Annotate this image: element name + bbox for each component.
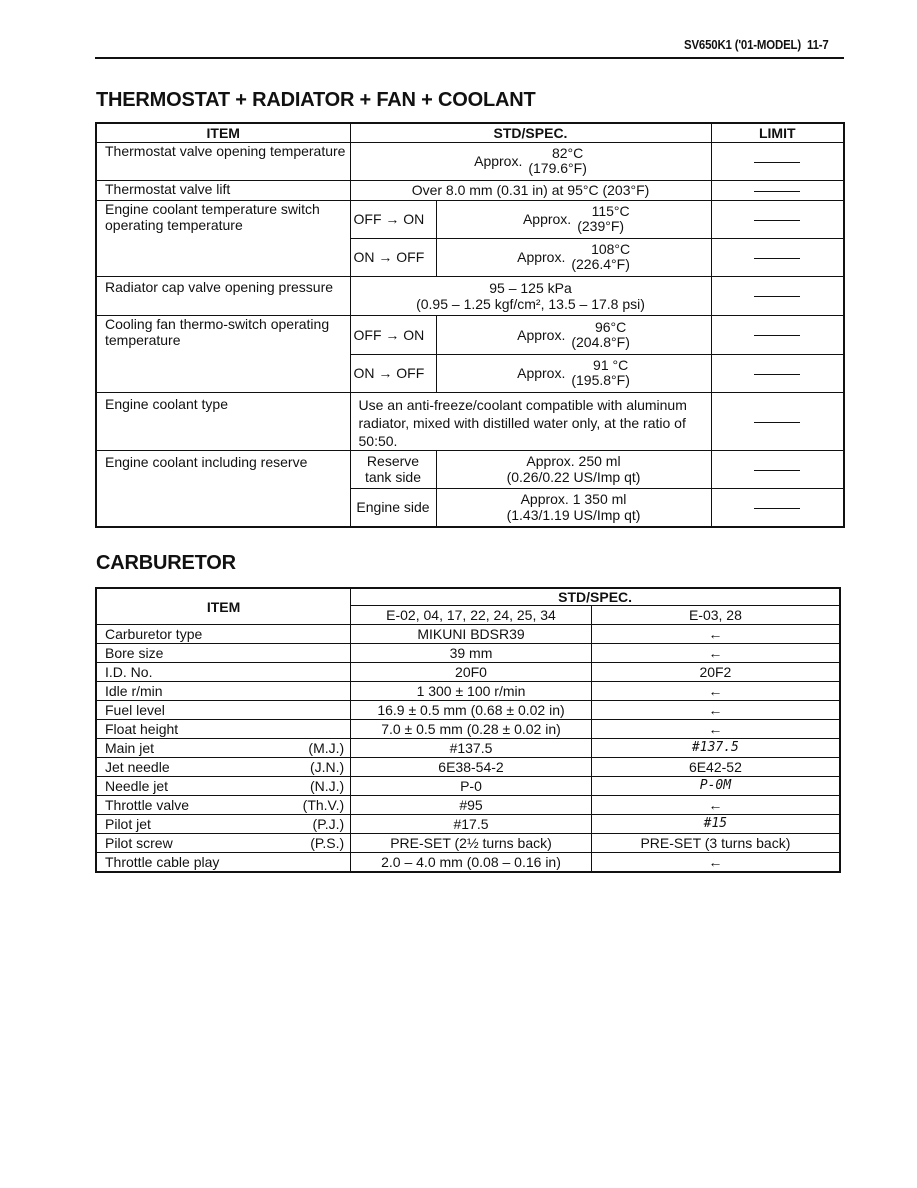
limit-dash bbox=[754, 470, 800, 471]
item-cell bbox=[96, 625, 351, 644]
std-spec-cell: PRE-SET (2½ turns back) bbox=[351, 834, 592, 853]
std-spec-cell: 7.0 ± 0.5 mm (0.28 ± 0.02 in) bbox=[351, 720, 592, 739]
item-label: Carburetor type bbox=[105, 626, 203, 642]
limit-cell bbox=[711, 200, 844, 238]
table-row bbox=[96, 450, 844, 488]
spec-cell bbox=[436, 200, 711, 238]
limit-dash bbox=[754, 220, 800, 221]
item-cell: Cooling fan thermo-switch operating temperature bbox=[96, 315, 350, 392]
approx-label: Approx. bbox=[522, 211, 572, 227]
item-cell: Thermostat valve opening temperature bbox=[96, 142, 350, 180]
item-cell bbox=[96, 739, 351, 758]
switch-direction: ON → OFF bbox=[350, 354, 436, 392]
item-code: (P.S.) bbox=[310, 835, 345, 851]
thermostat-spec-table bbox=[95, 122, 845, 528]
table-row bbox=[96, 682, 840, 701]
page-header bbox=[684, 37, 829, 52]
spec-line: 95 – 125 kPa bbox=[489, 279, 572, 296]
alt-spec-cell: PRE-SET (3 turns back) bbox=[591, 834, 840, 853]
table-row bbox=[96, 758, 840, 777]
item-cell bbox=[96, 720, 351, 739]
col-spec: STD/SPEC. bbox=[351, 588, 840, 606]
section-title-thermostat: THERMOSTAT + RADIATOR + FAN + COOLANT bbox=[96, 89, 536, 111]
item-cell bbox=[96, 682, 351, 701]
spec-line: (0.26/0.22 US/Imp qt) bbox=[506, 469, 641, 485]
table-header-row bbox=[96, 588, 840, 606]
alt-spec-cell: ← bbox=[591, 853, 840, 873]
item-label: Pilot screw bbox=[105, 835, 173, 851]
item-cell bbox=[96, 853, 351, 873]
std-spec-cell: MIKUNI BDSR39 bbox=[351, 625, 592, 644]
alt-spec-cell: ← bbox=[591, 682, 840, 701]
item-label: Throttle valve bbox=[105, 797, 190, 813]
spec-line: Approx. 250 ml bbox=[526, 453, 621, 469]
std-spec-cell: 2.0 – 4.0 mm (0.08 – 0.16 in) bbox=[351, 853, 592, 873]
std-spec-cell: 39 mm bbox=[351, 644, 592, 663]
reserve-label: Reserve tank side bbox=[350, 450, 436, 488]
alt-spec-cell: #137.5 bbox=[591, 739, 840, 758]
spec-cell: Over 8.0 mm (0.31 in) at 95°C (203°F) bbox=[350, 180, 711, 200]
value-alt: (179.6°F) bbox=[528, 160, 587, 176]
item-cell: Thermostat valve lift bbox=[96, 180, 350, 200]
item-label: Jet needle bbox=[105, 759, 170, 775]
item-cell bbox=[96, 663, 351, 682]
item-cell bbox=[96, 777, 351, 796]
switch-direction: OFF → ON bbox=[350, 315, 436, 354]
item-label: I.D. No. bbox=[105, 664, 153, 680]
alt-spec-cell: ← bbox=[591, 625, 840, 644]
limit-cell bbox=[711, 276, 844, 315]
item-cell: Radiator cap valve opening pressure bbox=[96, 276, 350, 315]
switch-direction: ON → OFF bbox=[350, 238, 436, 276]
alt-spec-cell: 6E42-52 bbox=[591, 758, 840, 777]
item-cell bbox=[96, 758, 351, 777]
model-label: SV650K1 ('01-MODEL) bbox=[684, 37, 801, 52]
std-spec-cell: #17.5 bbox=[351, 815, 592, 834]
value: 108°C bbox=[591, 241, 631, 257]
item-code: (P.J.) bbox=[312, 816, 345, 832]
spec-cell bbox=[350, 276, 711, 315]
item-cell bbox=[96, 701, 351, 720]
std-spec-cell: 20F0 bbox=[351, 663, 592, 682]
item-code: (Th.V.) bbox=[302, 797, 345, 813]
item-label: Throttle cable play bbox=[105, 854, 220, 870]
item-label: Pilot jet bbox=[105, 816, 151, 832]
limit-dash bbox=[754, 374, 800, 375]
limit-cell bbox=[711, 238, 844, 276]
limit-cell bbox=[711, 354, 844, 392]
table-row bbox=[96, 739, 840, 758]
alt-spec-cell: #15 bbox=[591, 815, 840, 834]
limit-cell bbox=[711, 180, 844, 200]
item-label: Bore size bbox=[105, 645, 164, 661]
limit-cell bbox=[711, 142, 844, 180]
item-cell: Engine coolant temperature switch operating temperature bbox=[96, 200, 350, 276]
value-alt: (195.8°F) bbox=[571, 372, 630, 388]
col-spec: STD/SPEC. bbox=[350, 123, 711, 142]
table-row bbox=[96, 777, 840, 796]
alt-spec-cell: ← bbox=[591, 796, 840, 815]
spec-line: (0.95 – 1.25 kgf/cm², 13.5 – 17.8 psi) bbox=[416, 295, 645, 312]
section-title-carburetor: CARBURETOR bbox=[96, 552, 236, 574]
col-item: ITEM bbox=[96, 588, 351, 625]
table-row bbox=[96, 142, 844, 180]
table-row bbox=[96, 720, 840, 739]
value: 82°C bbox=[551, 145, 584, 161]
carburetor-rows bbox=[96, 625, 840, 873]
col-limit: LIMIT bbox=[711, 123, 844, 142]
limit-dash bbox=[754, 508, 800, 509]
item-label: Main jet bbox=[105, 740, 155, 756]
alt-spec-cell: P-0M bbox=[591, 777, 840, 796]
col-group-1: E-02, 04, 17, 22, 24, 25, 34 bbox=[351, 606, 592, 625]
col-group-2: E-03, 28 bbox=[591, 606, 840, 625]
limit-dash bbox=[754, 191, 800, 192]
table-row bbox=[96, 853, 840, 873]
spec-cell bbox=[350, 142, 711, 180]
value: 115°C bbox=[591, 203, 630, 219]
table-row bbox=[96, 315, 844, 354]
item-label: Idle r/min bbox=[105, 683, 163, 699]
table-row bbox=[96, 392, 844, 450]
alt-spec-cell: ← bbox=[591, 720, 840, 739]
page-number: 11-7 bbox=[807, 37, 829, 52]
table-row bbox=[96, 180, 844, 200]
table-row bbox=[96, 796, 840, 815]
alt-spec-cell: ← bbox=[591, 701, 840, 720]
spec-line: Approx. 1 350 ml bbox=[520, 491, 627, 508]
std-spec-cell: #137.5 bbox=[351, 739, 592, 758]
table-row bbox=[96, 815, 840, 834]
table-row bbox=[96, 644, 840, 663]
table-row bbox=[96, 834, 840, 853]
item-cell: Engine coolant type bbox=[96, 392, 350, 450]
std-spec-cell: 16.9 ± 0.5 mm (0.68 ± 0.02 in) bbox=[351, 701, 592, 720]
table-row bbox=[96, 625, 840, 644]
item-cell: Engine coolant including reserve bbox=[96, 450, 350, 527]
spec-line: (1.43/1.19 US/Imp qt) bbox=[506, 507, 641, 524]
item-label: Fuel level bbox=[105, 702, 165, 718]
item-code: (M.J.) bbox=[308, 740, 345, 756]
item-label: Needle jet bbox=[105, 778, 169, 794]
limit-dash bbox=[754, 422, 800, 423]
approx-label: Approx. bbox=[517, 365, 566, 381]
spec-cell bbox=[436, 450, 711, 488]
spec-cell bbox=[436, 315, 711, 354]
limit-cell bbox=[711, 488, 844, 527]
approx-label: Approx. bbox=[517, 326, 566, 343]
header-rule bbox=[95, 57, 844, 59]
item-label: Float height bbox=[105, 721, 179, 737]
limit-dash bbox=[754, 162, 800, 163]
std-spec-cell: 1 300 ± 100 r/min bbox=[351, 682, 592, 701]
limit-cell bbox=[711, 315, 844, 354]
value: 91 °C bbox=[593, 357, 629, 373]
table-row bbox=[96, 200, 844, 238]
table-row bbox=[96, 276, 844, 315]
table-row bbox=[96, 701, 840, 720]
col-item: ITEM bbox=[96, 123, 350, 142]
limit-cell bbox=[711, 392, 844, 450]
std-spec-cell: P-0 bbox=[351, 777, 592, 796]
item-cell bbox=[96, 796, 351, 815]
std-spec-cell: 6E38-54-2 bbox=[351, 758, 592, 777]
approx-label: Approx. bbox=[474, 153, 523, 169]
limit-dash bbox=[754, 296, 800, 297]
item-cell bbox=[96, 815, 351, 834]
spec-cell bbox=[436, 238, 711, 276]
engine-label: Engine side bbox=[350, 488, 436, 527]
limit-dash bbox=[754, 258, 800, 259]
alt-spec-cell: 20F2 bbox=[591, 663, 840, 682]
table-row bbox=[96, 663, 840, 682]
item-cell bbox=[96, 834, 351, 853]
spec-cell bbox=[436, 488, 711, 527]
spec-cell: Use an anti-freeze/coolant compatible with aluminum radiator, mixed with distilled water only, at the ratio of 50:50. bbox=[350, 392, 711, 450]
table-header-row bbox=[96, 123, 844, 142]
spec-cell bbox=[436, 354, 711, 392]
item-code: (J.N.) bbox=[309, 759, 345, 775]
std-spec-cell: #95 bbox=[351, 796, 592, 815]
switch-direction: OFF → ON bbox=[350, 200, 436, 238]
item-code: (N.J.) bbox=[309, 778, 345, 794]
limit-dash bbox=[754, 335, 800, 336]
value-alt: (226.4°F) bbox=[571, 256, 630, 272]
limit-cell bbox=[711, 450, 844, 488]
value: 96°C bbox=[594, 318, 627, 335]
carburetor-spec-table bbox=[95, 587, 841, 873]
value-alt: (204.8°F) bbox=[571, 333, 630, 350]
approx-label: Approx. bbox=[517, 249, 566, 265]
alt-spec-cell: ← bbox=[591, 644, 840, 663]
item-cell bbox=[96, 644, 351, 663]
value-alt: (239°F) bbox=[577, 218, 625, 234]
